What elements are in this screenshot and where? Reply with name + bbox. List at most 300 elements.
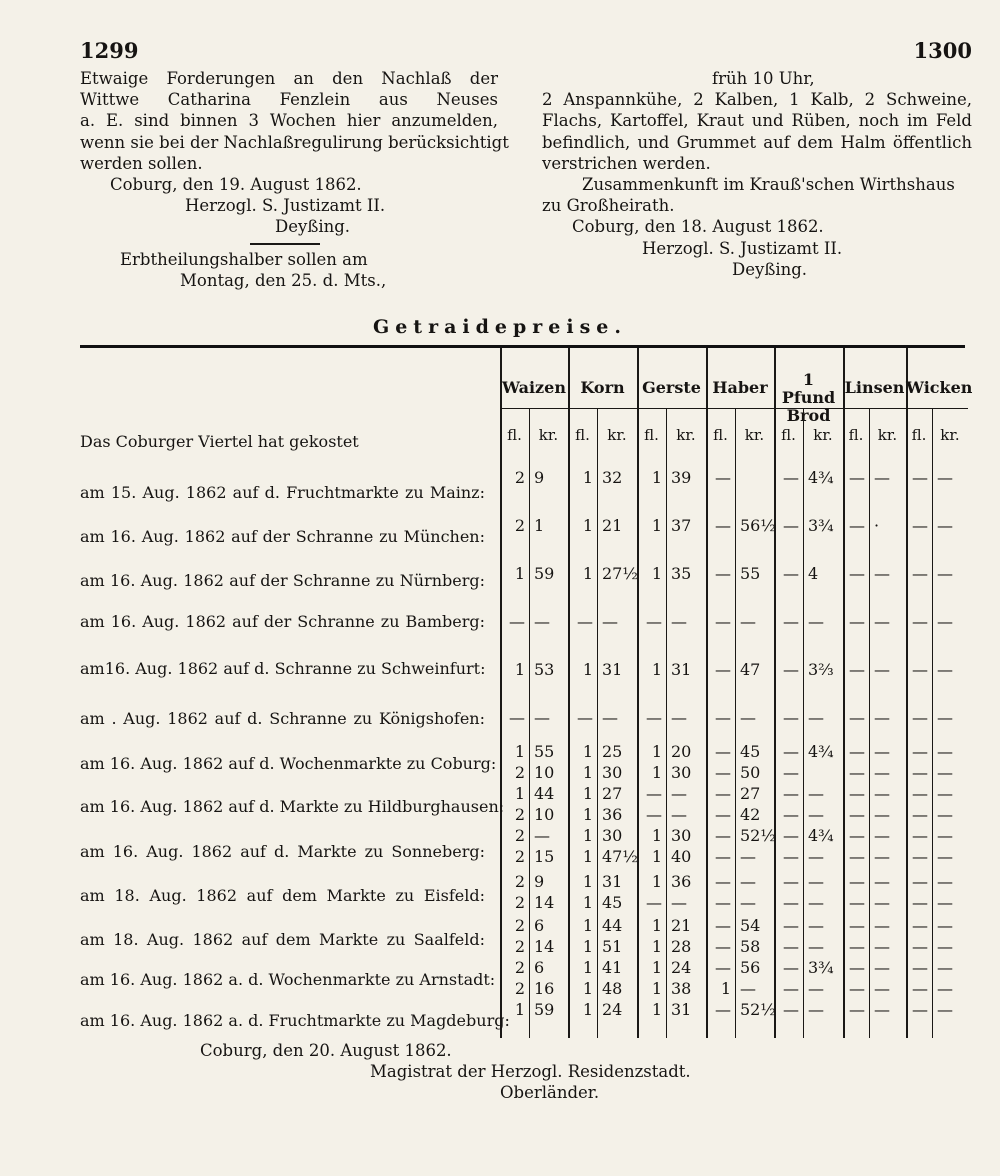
price-cell-fl: —: [849, 872, 865, 891]
price-cell-fl: 2: [514, 826, 525, 845]
price-cell-kr: 47: [740, 660, 761, 679]
price-cell-kr: —: [602, 708, 618, 727]
price-cell-kr: 4¾: [808, 742, 834, 761]
price-cell-fl: —: [912, 763, 928, 782]
price-cell-kr: 30: [602, 826, 623, 845]
price-cell-fl: —: [912, 826, 928, 845]
price-cell-kr: 24: [671, 958, 692, 977]
price-cell-kr: —: [874, 893, 890, 912]
price-cell-fl: —: [912, 468, 928, 487]
price-cell-kr: 30: [671, 826, 692, 845]
price-cell-fl: —: [715, 847, 731, 866]
price-cell-fl: —: [715, 742, 731, 761]
row-label: am 16. Aug. 1862 a. d. Fruchtmarkte zu Magdeburg:: [80, 1011, 510, 1030]
price-cell-fl: —: [912, 893, 928, 912]
left-notice: [80, 68, 509, 238]
price-cell-fl: 1: [582, 784, 593, 803]
price-cell-fl: —: [715, 916, 731, 935]
price-cell-fl: —: [783, 516, 799, 535]
price-cell-kr: —: [808, 916, 824, 935]
price-cell-fl: 1: [514, 564, 525, 583]
price-cell-fl: 1: [651, 979, 662, 998]
price-cell-kr: 10: [534, 805, 555, 824]
row-label: am 16. Aug. 1862 auf d. Markte zu Sonneberg:: [80, 842, 485, 861]
row-label: am 15. Aug. 1862 auf d. Fruchtmarkte zu Mainz:: [80, 483, 485, 502]
price-cell-fl: —: [715, 564, 731, 583]
price-cell-kr: 31: [602, 660, 623, 679]
price-cell-fl: 2: [514, 805, 525, 824]
price-cell-fl: —: [849, 937, 865, 956]
price-cell-fl: —: [912, 742, 928, 761]
price-cell-kr: —: [874, 826, 890, 845]
price-cell-kr: —: [671, 784, 687, 803]
price-cell-kr: 14: [534, 893, 555, 912]
price-cell-fl: 1: [651, 468, 662, 487]
subcolumn-divider: [803, 408, 804, 1038]
price-cell-kr: —: [937, 742, 953, 761]
price-cell-kr: —: [874, 805, 890, 824]
price-cell-kr: —: [874, 916, 890, 935]
price-cell-kr: 41: [602, 958, 623, 977]
price-cell-fl: 1: [582, 979, 593, 998]
price-cell-kr: —: [874, 784, 890, 803]
price-cell-kr: 44: [534, 784, 555, 803]
price-cell-fl: 2: [514, 958, 525, 977]
price-cell-kr: —: [534, 826, 550, 845]
price-cell-kr: —: [808, 612, 824, 631]
row-label: am 16. Aug. 1862 auf d. Wochenmarkte zu Coburg:: [80, 754, 497, 773]
row-label: am16. Aug. 1862 auf d. Schranne zu Schweinfurt:: [80, 659, 486, 678]
price-cell-fl: —: [912, 612, 928, 631]
footer-signature: Oberländer.: [500, 1083, 600, 1103]
price-cell-kr: 3¾: [808, 958, 834, 977]
price-cell-fl: —: [783, 872, 799, 891]
price-cell-fl: 1: [582, 826, 593, 845]
column-header: Waizen: [502, 378, 566, 397]
price-cell-kr: —: [937, 468, 953, 487]
price-cell-kr: —: [671, 893, 687, 912]
price-cell-fl: 1: [651, 958, 662, 977]
price-cell-kr: —: [937, 660, 953, 679]
price-cell-fl: 1: [651, 1000, 662, 1019]
price-cell-fl: —: [849, 916, 865, 935]
price-cell-kr: 50: [740, 763, 761, 782]
price-cell-fl: 1: [651, 847, 662, 866]
price-cell-kr: —: [937, 516, 953, 535]
price-cell-kr: 45: [740, 742, 761, 761]
price-cell-fl: —: [715, 763, 731, 782]
price-cell-kr: —: [937, 872, 953, 891]
price-cell-fl: —: [912, 708, 928, 727]
price-cell-kr: 30: [602, 763, 623, 782]
price-cell-kr: 36: [671, 872, 692, 891]
price-cell-fl: 1: [582, 958, 593, 977]
right-place-date: Coburg, den 18. August 1862.: [572, 217, 824, 237]
price-cell-kr: —: [808, 784, 824, 803]
price-cell-fl: —: [783, 612, 799, 631]
price-cell-fl: —: [577, 708, 593, 727]
price-cell-kr: —: [937, 564, 953, 583]
notice-line: a. E. sind binnen 3 Wochen hier anzumelden,: [80, 111, 498, 131]
price-cell-fl: —: [646, 612, 662, 631]
column-header: Linsen: [844, 378, 905, 397]
price-cell-kr: 3¾: [808, 516, 834, 535]
price-cell-kr: 14: [534, 937, 555, 956]
price-cell-kr: ·: [874, 516, 880, 535]
price-cell-kr: —: [740, 708, 756, 727]
price-cell-kr: 59: [534, 1000, 555, 1019]
price-cell-fl: 1: [582, 468, 593, 487]
column-header: Wicken: [906, 378, 973, 397]
price-cell-kr: 21: [602, 516, 623, 535]
price-cell-kr: 24: [602, 1000, 623, 1019]
row-label: am 18. Aug. 1862 auf dem Markte zu Saalfeld:: [80, 930, 485, 949]
price-cell-kr: —: [534, 708, 550, 727]
right-signature: Deyßing.: [732, 259, 808, 279]
price-cell-kr: 3⅔: [808, 660, 834, 679]
subcolumn-divider: [932, 408, 933, 1038]
price-cell-fl: 1: [651, 826, 662, 845]
price-cell-fl: —: [715, 708, 731, 727]
unit-kr: kr.: [877, 426, 898, 444]
price-cell-kr: 30: [671, 763, 692, 782]
price-cell-fl: 1: [651, 937, 662, 956]
price-cell-fl: 1: [651, 763, 662, 782]
price-cell-kr: 20: [671, 742, 692, 761]
price-cell-kr: —: [602, 612, 618, 631]
price-cell-fl: —: [715, 872, 731, 891]
footer-place-date: Coburg, den 20. August 1862.: [200, 1041, 452, 1060]
column-header: Gerste: [642, 378, 701, 397]
price-cell-kr: —: [874, 872, 890, 891]
subcolumn-divider: [735, 408, 736, 1038]
price-cell-kr: 53: [534, 660, 555, 679]
price-cell-fl: —: [783, 847, 799, 866]
price-cell-fl: 1: [651, 872, 662, 891]
column-header: 1 Pfund Brod: [781, 370, 836, 425]
price-cell-kr: —: [937, 805, 953, 824]
price-cell-fl: —: [849, 805, 865, 824]
unit-fl: fl.: [644, 426, 659, 444]
row-label: am 16. Aug. 1862 auf der Schranne zu Bamberg:: [80, 612, 485, 631]
price-cell-kr: —: [874, 612, 890, 631]
price-cell-fl: 1: [651, 564, 662, 583]
price-cell-fl: —: [912, 872, 928, 891]
price-cell-fl: —: [912, 847, 928, 866]
price-cell-fl: —: [849, 516, 865, 535]
notice-line: zu Großheirath.: [542, 196, 675, 216]
unit-kr: kr.: [940, 426, 960, 444]
price-cell-fl: —: [849, 708, 865, 727]
notice-line: 2 Anspannkühe, 2 Kalben, 1 Kalb, 2 Schweine,: [542, 90, 972, 110]
price-cell-kr: 31: [671, 660, 692, 679]
price-cell-fl: —: [715, 468, 731, 487]
notice-line: Zusammenkunft im Krauß'schen Wirthshaus: [582, 175, 955, 195]
price-cell-fl: —: [912, 958, 928, 977]
unit-fl: fl.: [713, 426, 728, 444]
price-cell-kr: 52½: [740, 826, 776, 845]
price-cell-fl: —: [783, 564, 799, 583]
price-cell-fl: 1: [582, 893, 593, 912]
price-cell-fl: 1: [720, 979, 731, 998]
price-cell-fl: —: [849, 1000, 865, 1019]
price-cell-fl: —: [577, 612, 593, 631]
price-cell-fl: —: [783, 958, 799, 977]
price-cell-fl: —: [783, 937, 799, 956]
price-cell-fl: —: [715, 784, 731, 803]
row-label: am 18. Aug. 1862 auf dem Markte zu Eisfeld:: [80, 886, 485, 905]
row-label: am 16. Aug. 1862 auf d. Markte zu Hildburghausen:: [80, 797, 505, 816]
price-cell-kr: —: [808, 937, 824, 956]
price-cell-kr: —: [671, 805, 687, 824]
price-cell-fl: —: [646, 784, 662, 803]
price-cell-fl: 1: [582, 516, 593, 535]
price-cell-fl: 1: [514, 660, 525, 679]
notice-line: Wittwe Catharina Fenzlein aus Neuses: [80, 90, 498, 110]
price-cell-kr: 9: [534, 872, 545, 891]
price-cell-kr: 56: [740, 958, 761, 977]
unit-fl: fl.: [507, 426, 522, 444]
price-cell-fl: 2: [514, 872, 525, 891]
price-cell-fl: —: [783, 826, 799, 845]
price-cell-fl: —: [849, 958, 865, 977]
price-cell-kr: —: [937, 1000, 953, 1019]
column-header: Korn: [580, 378, 625, 397]
left-office: Herzogl. S. Justizamt II.: [185, 196, 386, 216]
price-cell-kr: —: [937, 784, 953, 803]
price-cell-fl: —: [646, 893, 662, 912]
price-cell-fl: —: [783, 784, 799, 803]
notice-separator: [250, 243, 320, 245]
price-cell-kr: —: [808, 979, 824, 998]
price-cell-fl: —: [849, 612, 865, 631]
price-cell-fl: —: [783, 660, 799, 679]
price-cell-fl: —: [715, 958, 731, 977]
footer: [200, 1040, 700, 1104]
price-cell-kr: 31: [671, 1000, 692, 1019]
price-cell-kr: 4¾: [808, 468, 834, 487]
price-cell-fl: —: [646, 708, 662, 727]
price-cell-kr: 16: [534, 979, 555, 998]
price-cell-kr: —: [808, 1000, 824, 1019]
price-cell-kr: 6: [534, 916, 545, 935]
price-cell-kr: —: [740, 612, 756, 631]
price-cell-kr: 45: [602, 893, 623, 912]
price-cell-fl: —: [849, 468, 865, 487]
price-cell-kr: 51: [602, 937, 623, 956]
price-cell-kr: —: [874, 958, 890, 977]
price-cell-kr: —: [937, 937, 953, 956]
price-cell-kr: 15: [534, 847, 555, 866]
price-cell-fl: —: [849, 660, 865, 679]
price-cell-kr: —: [740, 979, 756, 998]
price-cell-fl: —: [912, 516, 928, 535]
notice-line: wenn sie bei der Nachlaßregulirung berücksichtigt: [80, 132, 509, 152]
price-cell-kr: 42: [740, 805, 761, 824]
price-cell-kr: 6: [534, 958, 545, 977]
price-cell-fl: —: [849, 826, 865, 845]
price-cell-fl: 1: [582, 847, 593, 866]
unit-fl: fl.: [911, 426, 927, 444]
price-cell-kr: 39: [671, 468, 692, 487]
price-cell-fl: 1: [651, 916, 662, 935]
price-cell-kr: 40: [671, 847, 692, 866]
price-cell-fl: —: [783, 468, 799, 487]
price-cell-kr: —: [874, 847, 890, 866]
table-top-rule: [80, 345, 965, 348]
price-cell-kr: —: [740, 872, 756, 891]
price-cell-kr: 21: [671, 916, 692, 935]
price-cell-kr: 10: [534, 763, 555, 782]
price-cell-fl: 2: [514, 916, 525, 935]
price-cell-kr: 48: [602, 979, 623, 998]
price-cell-kr: —: [534, 612, 550, 631]
price-cell-kr: —: [874, 763, 890, 782]
price-cell-fl: 1: [582, 660, 593, 679]
price-cell-kr: 25: [602, 742, 623, 761]
price-cell-kr: —: [874, 1000, 890, 1019]
left-notice-2: [80, 249, 498, 291]
price-cell-fl: 1: [582, 916, 593, 935]
price-cell-kr: —: [937, 958, 953, 977]
price-cell-fl: —: [646, 805, 662, 824]
left-place-date: Coburg, den 19. August 1862.: [110, 175, 362, 195]
price-cell-fl: 1: [514, 784, 525, 803]
price-cell-kr: —: [874, 564, 890, 583]
price-cell-fl: —: [715, 516, 731, 535]
price-cell-fl: 1: [582, 742, 593, 761]
price-cell-kr: 37: [671, 516, 692, 535]
row-label: am 16. Aug. 1862 auf der Schranne zu Nürnberg:: [80, 571, 485, 590]
price-cell-fl: 1: [514, 742, 525, 761]
price-cell-kr: 27½: [602, 564, 638, 583]
price-cell-kr: —: [808, 893, 824, 912]
price-cell-fl: —: [849, 847, 865, 866]
price-cell-kr: —: [740, 893, 756, 912]
price-cell-kr: —: [874, 937, 890, 956]
price-cell-kr: 4¾: [808, 826, 834, 845]
header-rule: [500, 408, 968, 409]
price-cell-fl: —: [849, 893, 865, 912]
price-cell-kr: —: [874, 742, 890, 761]
subcolumn-divider: [529, 408, 530, 1038]
price-cell-kr: —: [874, 468, 890, 487]
price-cell-fl: —: [912, 805, 928, 824]
notice-line: verstrichen werden.: [542, 153, 711, 173]
price-cell-fl: 2: [514, 516, 525, 535]
row-label: am . Aug. 1862 auf d. Schranne zu Königshofen:: [80, 709, 485, 728]
price-cell-kr: 58: [740, 937, 761, 956]
price-cell-fl: —: [849, 564, 865, 583]
price-cell-fl: 1: [582, 564, 593, 583]
price-cell-fl: 1: [651, 742, 662, 761]
price-cell-kr: 28: [671, 937, 692, 956]
price-cell-kr: 27: [602, 784, 623, 803]
price-cell-kr: 54: [740, 916, 761, 935]
price-cell-kr: 59: [534, 564, 555, 583]
price-cell-fl: —: [715, 893, 731, 912]
price-cell-kr: 56½: [740, 516, 776, 535]
price-cell-fl: —: [783, 893, 799, 912]
subcolumn-divider: [869, 408, 870, 1038]
price-cell-fl: —: [849, 979, 865, 998]
row-label: am 16. Aug. 1862 a. d. Wochenmarkte zu Arnstadt:: [80, 970, 496, 989]
right-office: Herzogl. S. Justizamt II.: [642, 238, 843, 258]
price-cell-kr: 55: [740, 564, 761, 583]
price-cell-fl: —: [783, 708, 799, 727]
page-number-right: 1300: [913, 38, 972, 63]
price-cell-fl: 2: [514, 468, 525, 487]
price-cell-fl: —: [715, 826, 731, 845]
left-signature: Deyßing.: [275, 217, 351, 237]
notice-line: befindlich, und Grummet auf dem Halm öffentlich: [542, 132, 972, 152]
price-cell-kr: 35: [671, 564, 692, 583]
price-cell-kr: —: [937, 916, 953, 935]
price-cell-kr: 44: [602, 916, 623, 935]
price-cell-kr: —: [740, 847, 756, 866]
price-cell-fl: —: [783, 763, 799, 782]
price-cell-fl: —: [509, 708, 525, 727]
unit-kr: kr.: [607, 426, 627, 444]
price-cell-kr: 52½: [740, 1000, 776, 1019]
price-cell-kr: —: [874, 660, 890, 679]
right-notice: [542, 68, 972, 280]
price-cell-fl: —: [912, 916, 928, 935]
price-cell-fl: —: [849, 763, 865, 782]
notice-line: Flachs, Kartoffel, Kraut und Rüben, noch im Feld: [542, 111, 972, 131]
price-cell-kr: —: [808, 872, 824, 891]
price-cell-kr: 36: [602, 805, 623, 824]
column-header: Haber: [712, 378, 768, 397]
notice-line: werden sollen.: [80, 153, 203, 173]
notice-line: Erbtheilungshalber sollen am: [120, 250, 368, 269]
unit-kr: kr.: [538, 426, 559, 444]
price-cell-kr: —: [937, 826, 953, 845]
price-cell-kr: 4: [808, 564, 819, 583]
price-cell-fl: —: [783, 916, 799, 935]
price-cell-fl: —: [715, 805, 731, 824]
price-cell-fl: —: [912, 937, 928, 956]
price-cell-fl: 1: [582, 763, 593, 782]
notice-line: früh 10 Uhr,: [712, 69, 815, 88]
price-cell-kr: 27: [740, 784, 761, 803]
price-cell-fl: —: [783, 1000, 799, 1019]
price-cell-kr: 9: [534, 468, 545, 487]
price-cell-fl: 1: [514, 1000, 525, 1019]
unit-fl: fl.: [848, 426, 864, 444]
price-cell-fl: 2: [514, 937, 525, 956]
price-cell-kr: —: [808, 805, 824, 824]
price-cell-fl: —: [783, 742, 799, 761]
price-cell-fl: —: [783, 805, 799, 824]
price-cell-fl: 1: [582, 1000, 593, 1019]
price-cell-fl: 2: [514, 979, 525, 998]
price-cell-fl: 2: [514, 847, 525, 866]
price-cell-kr: —: [937, 979, 953, 998]
unit-fl: fl.: [781, 426, 796, 444]
price-cell-fl: —: [912, 1000, 928, 1019]
price-cell-kr: —: [937, 612, 953, 631]
footer-office: Magistrat der Herzogl. Residenzstadt.: [370, 1062, 691, 1082]
price-cell-fl: —: [715, 660, 731, 679]
price-cell-kr: —: [808, 708, 824, 727]
price-cell-kr: 32: [602, 468, 623, 487]
price-cell-kr: —: [937, 708, 953, 727]
price-cell-kr: —: [874, 708, 890, 727]
price-cell-fl: 1: [582, 805, 593, 824]
price-cell-kr: —: [937, 763, 953, 782]
price-cell-kr: —: [808, 847, 824, 866]
